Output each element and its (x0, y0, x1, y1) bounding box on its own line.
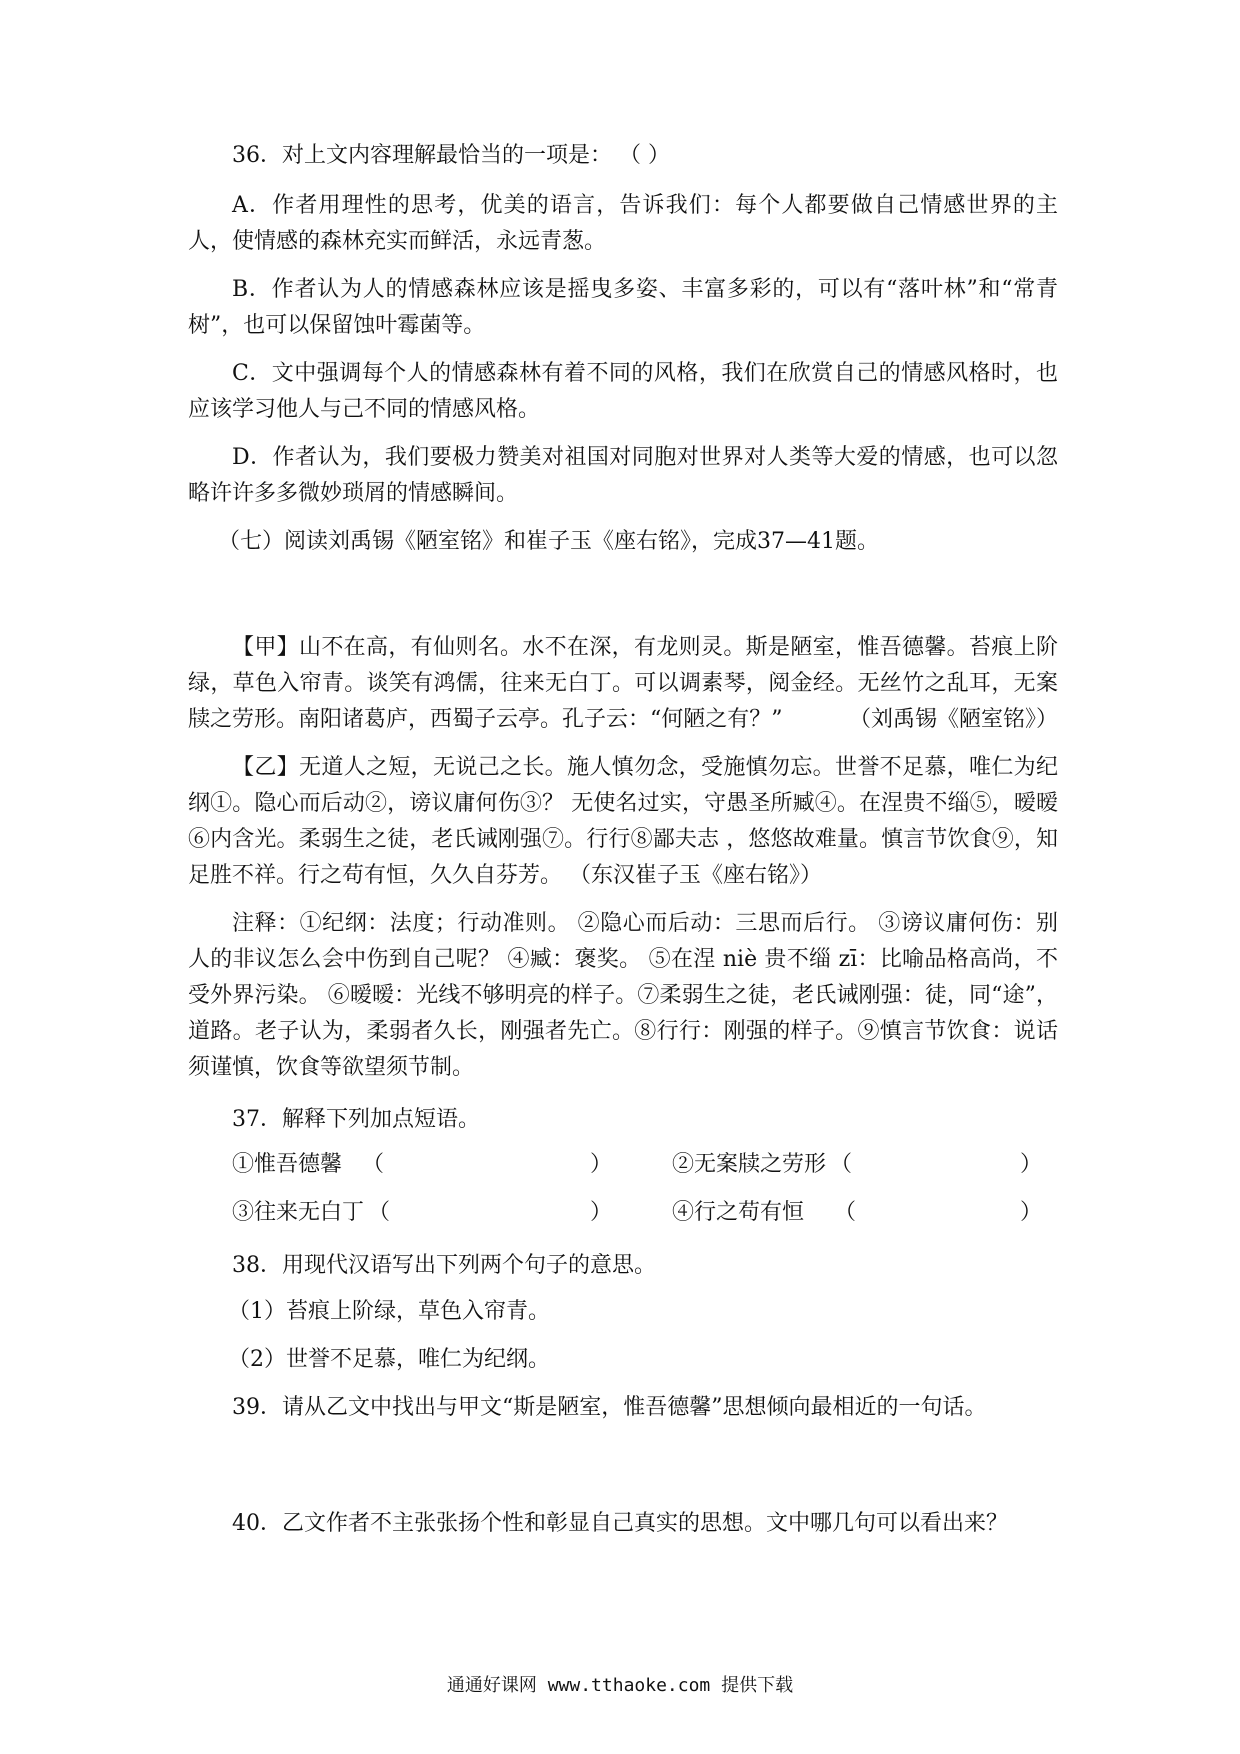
question-36-option-c: C．文中强调每个人的情感森林有着不同的风格，我们在欣赏自己的情感风格时，也应该学习他人与己不同的情感风格。 (188, 361, 1058, 422)
section-7-heading: （七）阅读刘禹锡《陋室铭》和崔子玉《座右铭》，完成37—41题。 (218, 529, 879, 554)
passage-yi (188, 750, 1058, 894)
question-38-item-2: （2）世誉不足慕，唯仁为纪纲。 (228, 1347, 550, 1372)
answer-blank[interactable]: （ ） (830, 1152, 1042, 1177)
question-36-option-b: B．作者认为人的情感森林应该是摇曳多姿、丰富多彩的，可以有“落叶林”和“常青树”，也可以保留蚀叶霉菌等。 (188, 277, 1058, 338)
question-37-item-4: ④行之苟有恒 （ ） (672, 1196, 1102, 1230)
question-37-item-1: ①惟吾德馨 （ ） (232, 1148, 672, 1182)
question-38-stem: 38．用现代汉语写出下列两个句子的意思。 (232, 1253, 656, 1278)
passage-jia-text: 【甲】山不在高，有仙则名。水不在深，有龙则灵。斯是陋室，惟吾德馨。苔痕上阶绿，草色入帘青。谈笑有鸿儒，往来无白丁。可以调素琴，阅金经。无丝竹之乱耳，无案牍之劳形。南阳诸葛庐，西蜀子云亭。孔子云：“何陋之有？” (188, 635, 1058, 732)
question-36-option-d: D．作者认为，我们要极力赞美对祖国对同胞对世界对人类等大爱的情感，也可以忽略许许多多微妙琐屑的情感瞬间。 (188, 445, 1058, 506)
question-39-stem: 39．请从乙文中找出与甲文“斯是陋室，惟吾德馨”思想倾向最相近的一句话。 (232, 1395, 987, 1420)
passage-jia-source: （刘禹锡《陋室铭》） (848, 707, 1058, 732)
annotations: 注释：①纪纲：法度；行动准则。 ②隐心而后动：三思而后行。 ③谤议庸何伤：别人的非议怎么会中伤到自己呢？ ④臧：褒奖。 ⑤在涅 niè 贵不缁 zī：比喻品格高尚，不受外界污染。 ⑥暧暧：光线不够明亮的样子。⑦柔弱生之徒，老氏诫刚强：徒，同“途”，道路。老子认为，柔弱者久长，刚强者先亡。⑧行行：刚强的样子。⑨慎言节饮食：说话须谨慎，饮食等欲望须节制。 (188, 911, 1058, 1080)
passage-yi-source: （东汉崔子玉《座右铭》） (569, 863, 823, 888)
question-40-stem: 40．乙文作者不主张张扬个性和彰显自己真实的思想。文中哪几句可以看出来？ (232, 1511, 1008, 1536)
question-37-item-3: ③往来无白丁 （ ） (232, 1196, 672, 1230)
question-37-items (232, 1148, 1058, 1230)
passage-yi-text: 【乙】无道人之短，无说己之长。施人慎勿念，受施慎勿忘。世誉不足慕，唯仁为纪纲①。隐心而后动②，谤议庸何伤③？ 无使名过实，守愚圣所臧④。在涅贵不缁⑤，暧暧⑥内含光。柔弱生之徒，老氏诫刚强⑦。行行⑧鄙夫志 ，悠悠故难量。慎言节饮食⑨，知足胜不祥。行之苟有恒，久久自芬芳。 (188, 755, 1058, 888)
answer-blank[interactable]: （ ） (368, 1200, 612, 1225)
answer-blank[interactable]: （ ） (834, 1200, 1042, 1225)
question-36-stem: 36．对上文内容理解最恰当的一项是： （ ） (232, 143, 670, 168)
passage-jia (188, 630, 1058, 738)
question-37-item-2: ②无案牍之劳形 （ ） (672, 1148, 1102, 1182)
question-38-item-1: （1）苔痕上阶绿，草色入帘青。 (228, 1299, 550, 1324)
document-body (188, 138, 1058, 1542)
question-36-option-a: A．作者用理性的思考，优美的语言，告诉我们：每个人都要做自己情感世界的主人，使情感的森林充实而鲜活，永远青葱。 (188, 193, 1058, 254)
answer-blank[interactable]: （ ） (362, 1152, 612, 1177)
question-37-stem: 37．解释下列加点短语。 (232, 1107, 480, 1132)
footer-download-note: 通通好课网 www.tthaoke.com 提供下载 (446, 1675, 794, 1696)
